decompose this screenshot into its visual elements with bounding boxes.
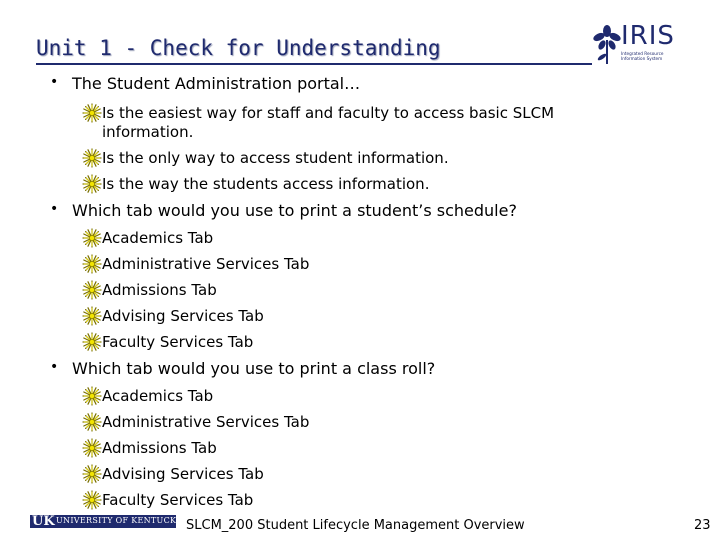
starburst-icon	[82, 103, 102, 123]
iris-logo	[593, 22, 673, 68]
list-item-text: Academics Tab	[102, 387, 214, 405]
list-item-text: Is the easiest way for staff and faculty to access basic SLCM information.	[102, 104, 555, 141]
starburst-icon	[82, 254, 102, 274]
iris-flower-icon	[593, 24, 621, 66]
starburst-icon	[82, 332, 102, 352]
starburst-icon	[82, 148, 102, 168]
uk-mark: UK	[32, 514, 55, 529]
list-item-text: Is the way the students access information.	[102, 175, 430, 193]
starburst-icon	[82, 228, 102, 248]
university-name: UNIVERSITY OF KENTUCKY	[56, 516, 182, 525]
starburst-icon	[82, 490, 102, 510]
bullet-dot-icon: •	[50, 359, 59, 375]
page-number: 23	[694, 518, 711, 533]
starburst-icon	[82, 306, 102, 326]
list-item-text: Admissions Tab	[102, 281, 217, 299]
list-item-text: Advising Services Tab	[102, 307, 264, 325]
title-underline	[36, 63, 592, 65]
university-logo	[30, 514, 182, 529]
starburst-icon	[82, 280, 102, 300]
bullet-text: Which tab would you use to print a class roll?	[72, 359, 436, 378]
bullet-text: The Student Administration portal…	[72, 74, 361, 93]
list-item-text: Admissions Tab	[102, 439, 217, 457]
list-item-text: Administrative Services Tab	[102, 413, 310, 431]
bullet-dot-icon: •	[50, 201, 59, 217]
list-item-text: Administrative Services Tab	[102, 255, 310, 273]
starburst-icon	[82, 412, 102, 432]
bullet-text: Which tab would you use to print a student’s schedule?	[72, 201, 517, 220]
iris-tagline: Integrated Resource Information System	[621, 51, 664, 61]
starburst-icon	[82, 464, 102, 484]
slide-title: Unit 1 - Check for Understanding	[36, 36, 441, 60]
list-item-text: Academics Tab	[102, 229, 214, 247]
list-item-text: Faculty Services Tab	[102, 333, 254, 351]
iris-wordmark: IRIS	[621, 21, 675, 51]
starburst-icon	[82, 174, 102, 194]
course-footer: SLCM_200 Student Lifecycle Management Overview	[186, 518, 525, 533]
list-item-text: Advising Services Tab	[102, 465, 264, 483]
starburst-icon	[82, 386, 102, 406]
list-item-text: Is the only way to access student information.	[102, 149, 449, 167]
starburst-icon	[82, 438, 102, 458]
list-item-text: Faculty Services Tab	[102, 491, 254, 509]
bullet-dot-icon: •	[50, 74, 59, 90]
